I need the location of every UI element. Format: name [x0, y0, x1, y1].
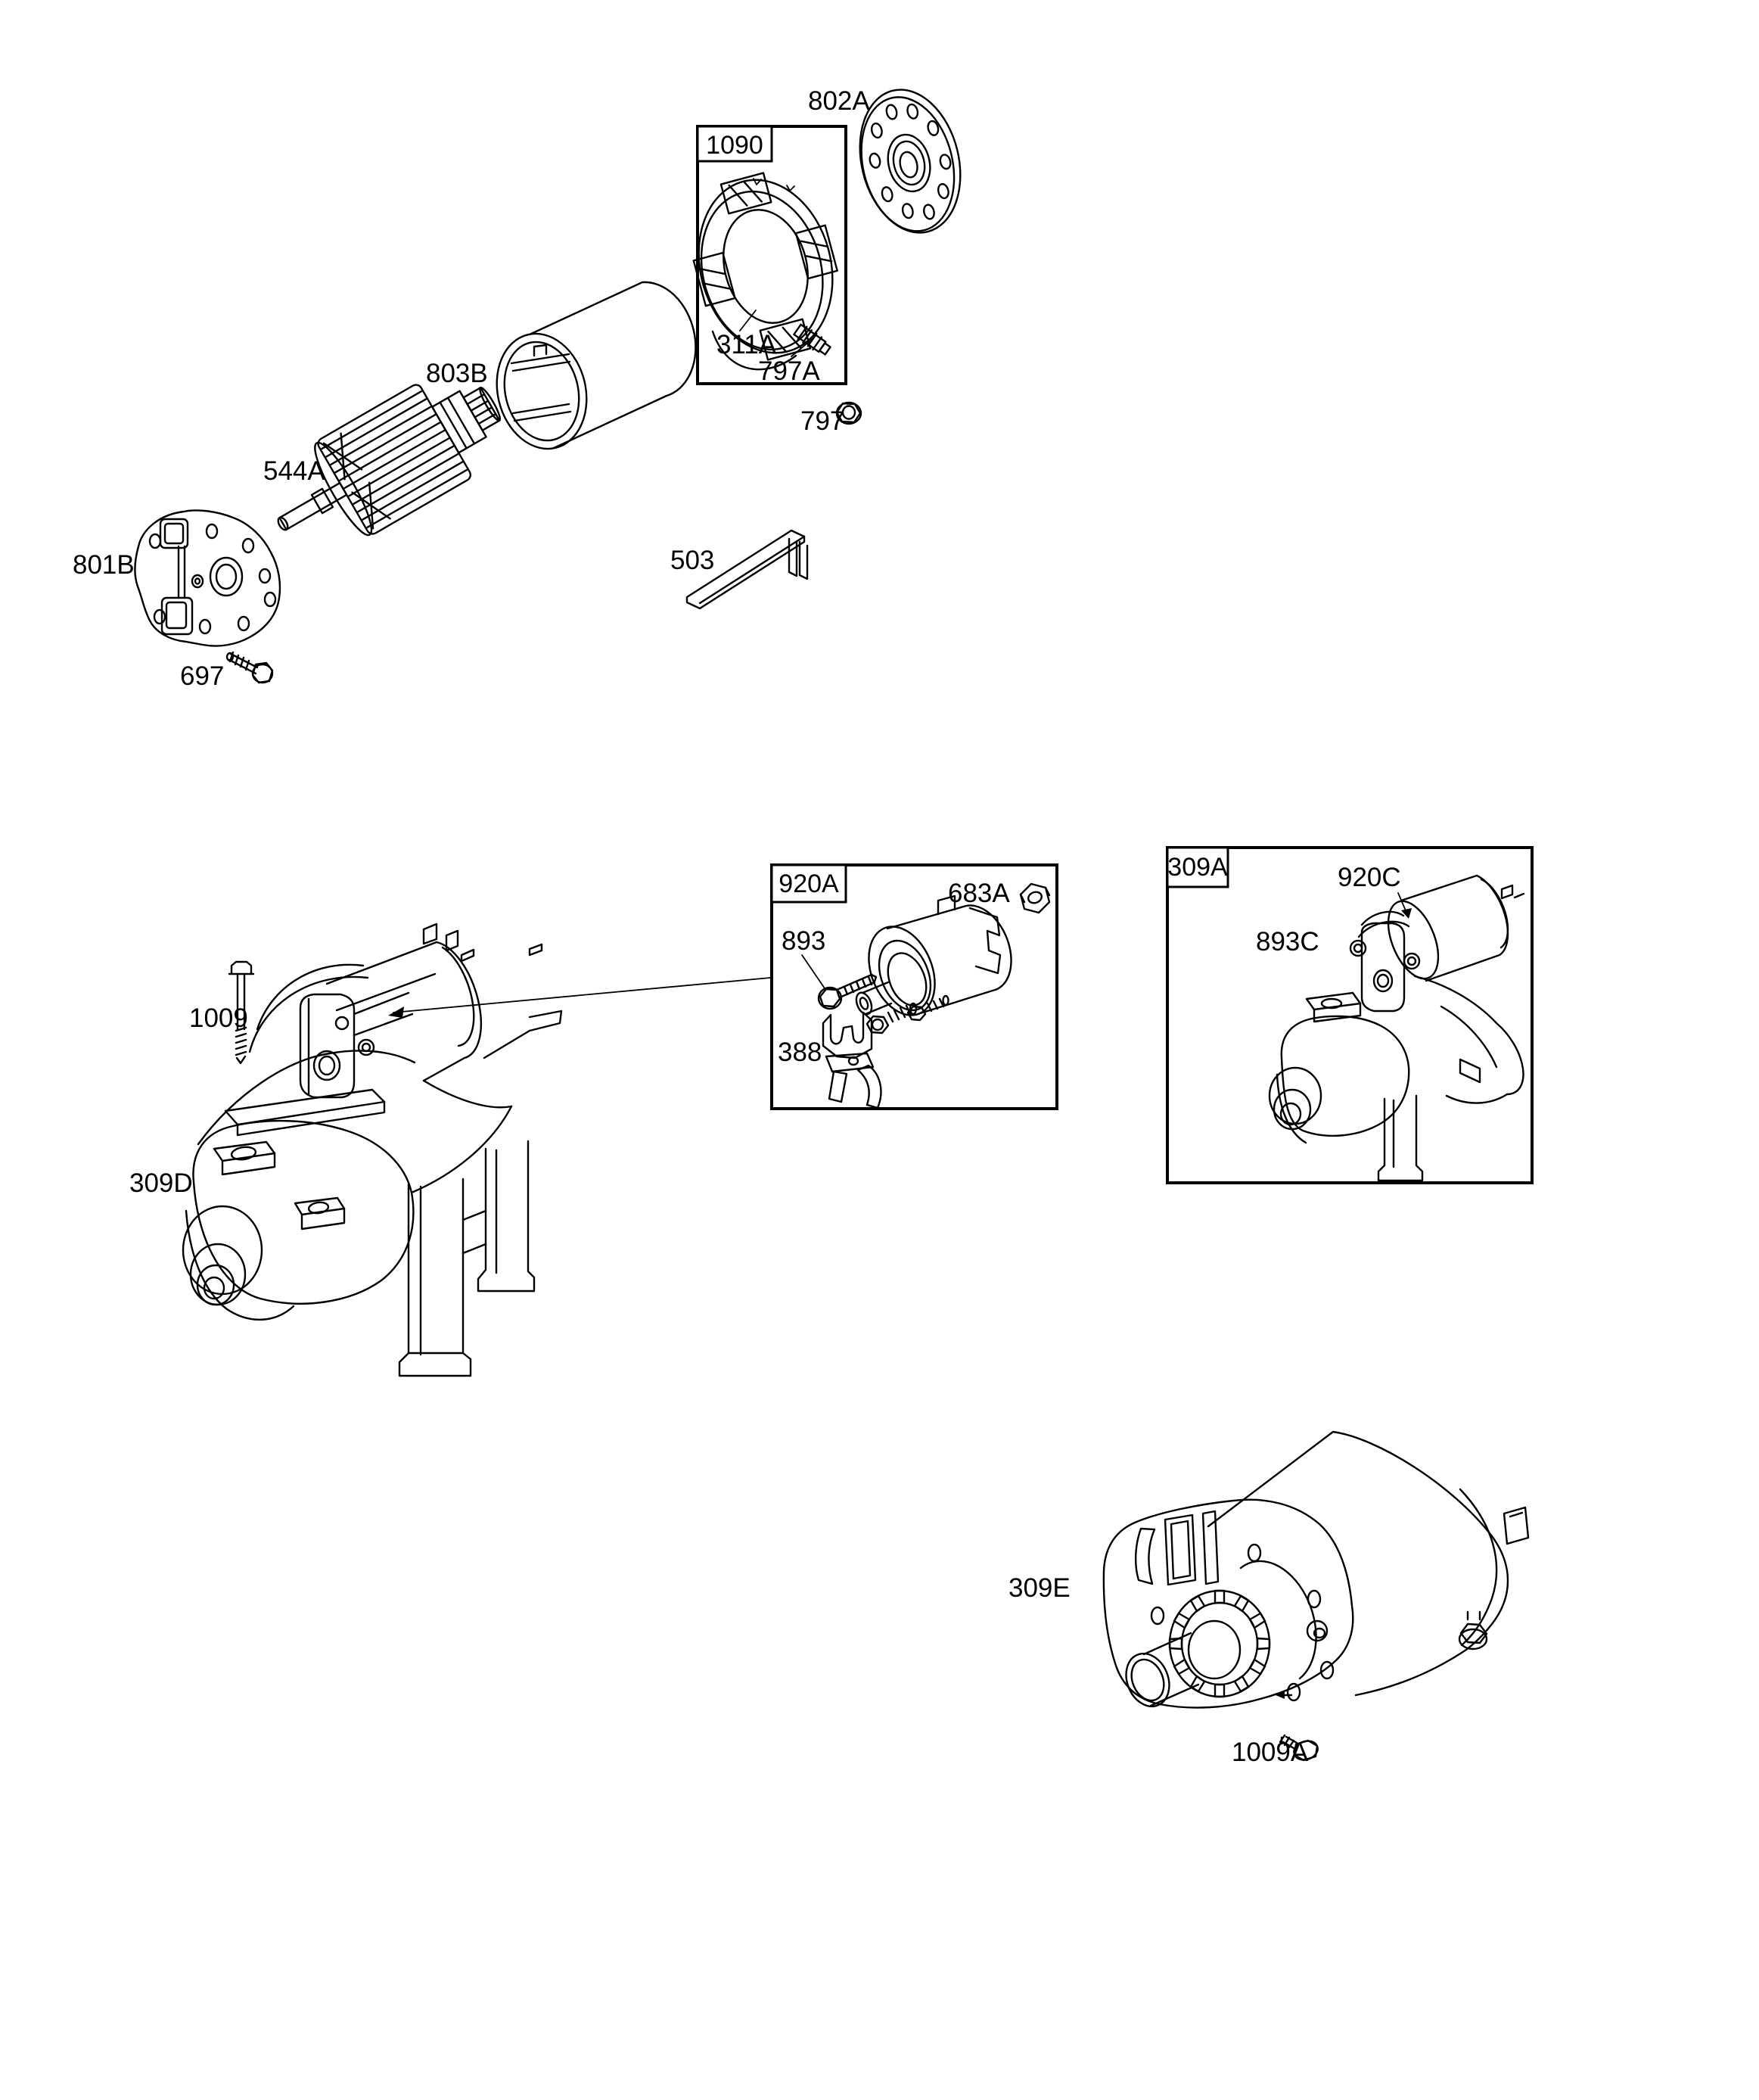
part-label-503: 503	[670, 546, 715, 575]
part-label-309A: 309A	[1167, 853, 1228, 882]
part-label-920A: 920A	[778, 870, 839, 898]
part-label-683A: 683A	[948, 879, 1010, 908]
part-label-1009A: 1009A	[1232, 1738, 1309, 1767]
part-label-920C: 920C	[1338, 863, 1401, 892]
group-box-920A	[772, 865, 1057, 1109]
frame-can-803B-drawing	[485, 282, 695, 459]
bolt-697-drawing	[227, 652, 272, 683]
solenoid-920A-drawing	[853, 896, 1012, 1033]
part-label-893: 893	[782, 926, 826, 956]
part-label-309D: 309D	[129, 1168, 193, 1198]
part-label-1090: 1090	[706, 131, 763, 160]
part-label-697: 697	[180, 661, 225, 691]
part-label-797: 797	[800, 406, 845, 436]
starter-motor-920C-drawing	[1270, 876, 1524, 1181]
bracket-plate-801B-drawing	[135, 510, 280, 646]
nut-683A-drawing	[1021, 884, 1049, 913]
leader-920A-to-309D	[388, 978, 770, 1018]
group-box-309A	[1167, 848, 1532, 1183]
part-label-803B: 803B	[426, 359, 488, 388]
part-label-893C: 893C	[1256, 927, 1319, 957]
part-label-1009: 1009	[189, 1003, 248, 1033]
part-label-544A: 544A	[263, 456, 325, 486]
fork-lever-388-drawing	[823, 1013, 881, 1108]
part-label-309E: 309E	[1008, 1573, 1071, 1603]
part-label-797A: 797A	[758, 356, 820, 386]
part-label-388: 388	[778, 1038, 822, 1067]
part-label-801B: 801B	[73, 550, 135, 580]
screw-893-drawing	[802, 955, 876, 1009]
starter-motor-309E-drawing	[1104, 1432, 1528, 1713]
starter-motor-309D-drawing	[183, 924, 561, 1376]
part-label-311A: 311A	[716, 330, 777, 359]
part-label-802A: 802A	[808, 86, 870, 116]
